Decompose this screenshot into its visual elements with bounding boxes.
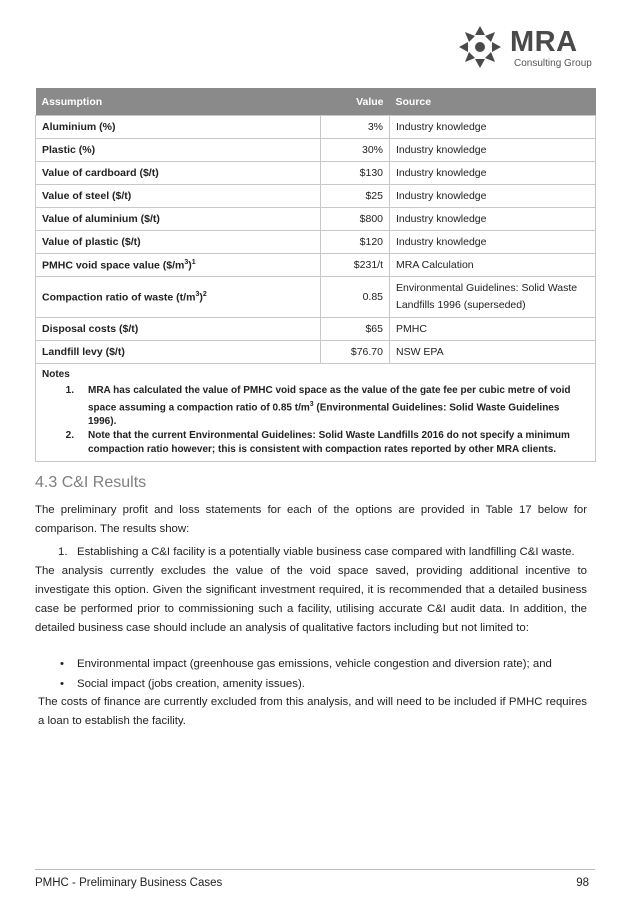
table-row — [36, 139, 596, 162]
row-value: $76.70 — [321, 341, 390, 364]
note-number: 1. — [65, 385, 74, 396]
bullet-item: Environmental impact (greenhouse gas emissions, vehicle congestion and diversion rate); and — [77, 658, 552, 670]
row-name: Value of cardboard ($/t) — [36, 162, 321, 185]
notes-title: Notes — [42, 369, 70, 380]
row-value: $120 — [321, 231, 390, 254]
bullet-icon: • — [60, 678, 64, 690]
table-row — [36, 254, 596, 277]
header-value: Value — [321, 88, 390, 116]
note-text-main: MRA has calculated the value of PMHC void space as the value of the gate fee per cubic metre of void space assuming a compaction ratio of 0.85 t/m — [88, 385, 571, 414]
row-source: PMHC — [390, 318, 596, 341]
table-header-row — [36, 88, 596, 116]
section-title: 4.3 C&I Results — [35, 474, 147, 491]
table-row — [36, 162, 596, 185]
table-row — [36, 185, 596, 208]
row-value: $130 — [321, 162, 390, 185]
row-name: Aluminium (%) — [36, 116, 321, 139]
note-text — [88, 384, 589, 429]
table-row — [36, 277, 596, 318]
row-value: 0.85 — [321, 277, 390, 318]
header-assumption: Assumption — [36, 88, 321, 116]
footer-divider — [35, 869, 595, 870]
row-name — [36, 254, 321, 277]
row-source: Industry knowledge — [390, 231, 596, 254]
row-name: Value of aluminium ($/t) — [36, 208, 321, 231]
assumptions-table — [35, 88, 596, 462]
table-row — [36, 318, 596, 341]
row-value: $25 — [321, 185, 390, 208]
logo-subtitle: Consulting Group — [514, 58, 592, 69]
row-name-text: PMHC void space value ($/m — [42, 259, 185, 272]
table-row — [36, 116, 596, 139]
row-value: $65 — [321, 318, 390, 341]
row-name-close: ) — [188, 259, 192, 272]
notes-cell — [36, 364, 596, 462]
row-source: Industry knowledge — [390, 208, 596, 231]
row-source: Environmental Guidelines: Solid Waste Landfills 1996 (superseded) — [390, 277, 596, 318]
row-source: Industry knowledge — [390, 162, 596, 185]
row-name-sup: 3 — [195, 290, 200, 298]
row-value: 30% — [321, 139, 390, 162]
body-paragraph: The analysis currently excludes the value of the void space saved, providing additional incentive to investigate this option. Given the significant investment required, it is recommended that a detailed business case be performed prior to commissioning such a facility, utilising accurate C&I audit data. In addition, the detailed business case should include an analysis of qualitative factors including but not limited to: — [35, 565, 587, 634]
note-text: Note that the current Environmental Guidelines: Solid Waste Landfills 2016 do not specify a minimum compaction ratio however; this is consistent with compaction rates reported by other MRA clients. — [88, 430, 570, 456]
mra-logo-icon — [454, 22, 506, 72]
bullet-icon: • — [60, 658, 64, 670]
row-name: Landfill levy ($/t) — [36, 341, 321, 364]
row-value: $800 — [321, 208, 390, 231]
numbered-item-text: Establishing a C&I facility is a potentially viable business case compared with landfilling C&I waste. — [77, 546, 575, 558]
footer-title: PMHC - Preliminary Business Cases — [35, 877, 223, 889]
row-source: Industry knowledge — [390, 139, 596, 162]
page-number: 98 — [576, 877, 589, 889]
header-source: Source — [390, 88, 596, 116]
row-name: Value of steel ($/t) — [36, 185, 321, 208]
table-row — [36, 208, 596, 231]
note-sup: 3 — [309, 401, 314, 408]
table-row — [36, 341, 596, 364]
row-value: 3% — [321, 116, 390, 139]
row-name — [36, 277, 321, 318]
row-source: NSW EPA — [390, 341, 596, 364]
row-name: Value of plastic ($/t) — [36, 231, 321, 254]
closing-paragraph: The costs of finance are currently excluded from this analysis, and will need to be included if PMHC requires a loan to establish the facility. — [38, 696, 587, 727]
row-name: Plastic (%) — [36, 139, 321, 162]
row-value: $231/t — [321, 254, 390, 277]
table-row — [36, 231, 596, 254]
intro-paragraph: The preliminary profit and loss statements for each of the options are provided in Table 17 below for comparison. The results show: — [35, 504, 587, 535]
notes-row — [36, 364, 596, 462]
note-number: 2. — [65, 430, 74, 442]
note-item — [42, 384, 589, 429]
mra-logo — [454, 22, 594, 72]
logo-wordmark: MRA — [510, 26, 578, 58]
row-name: Disposal costs ($/t) — [36, 318, 321, 341]
row-source: Industry knowledge — [390, 185, 596, 208]
note-text-tail: (Environmental Guidelines: Solid Waste Guidelines 1996). — [88, 402, 560, 428]
footnote-ref: 2 — [202, 290, 207, 298]
row-name-text: Compaction ratio of waste (t/m — [42, 291, 196, 304]
row-source: Industry knowledge — [390, 116, 596, 139]
row-name-close: ) — [199, 291, 203, 304]
row-name-sup: 3 — [184, 258, 189, 266]
numbered-item-number: 1. — [58, 546, 68, 558]
footnote-ref: 1 — [191, 258, 196, 266]
bullet-item: Social impact (jobs creation, amenity issues). — [77, 678, 305, 690]
note-item — [42, 429, 589, 457]
row-source: MRA Calculation — [390, 254, 596, 277]
